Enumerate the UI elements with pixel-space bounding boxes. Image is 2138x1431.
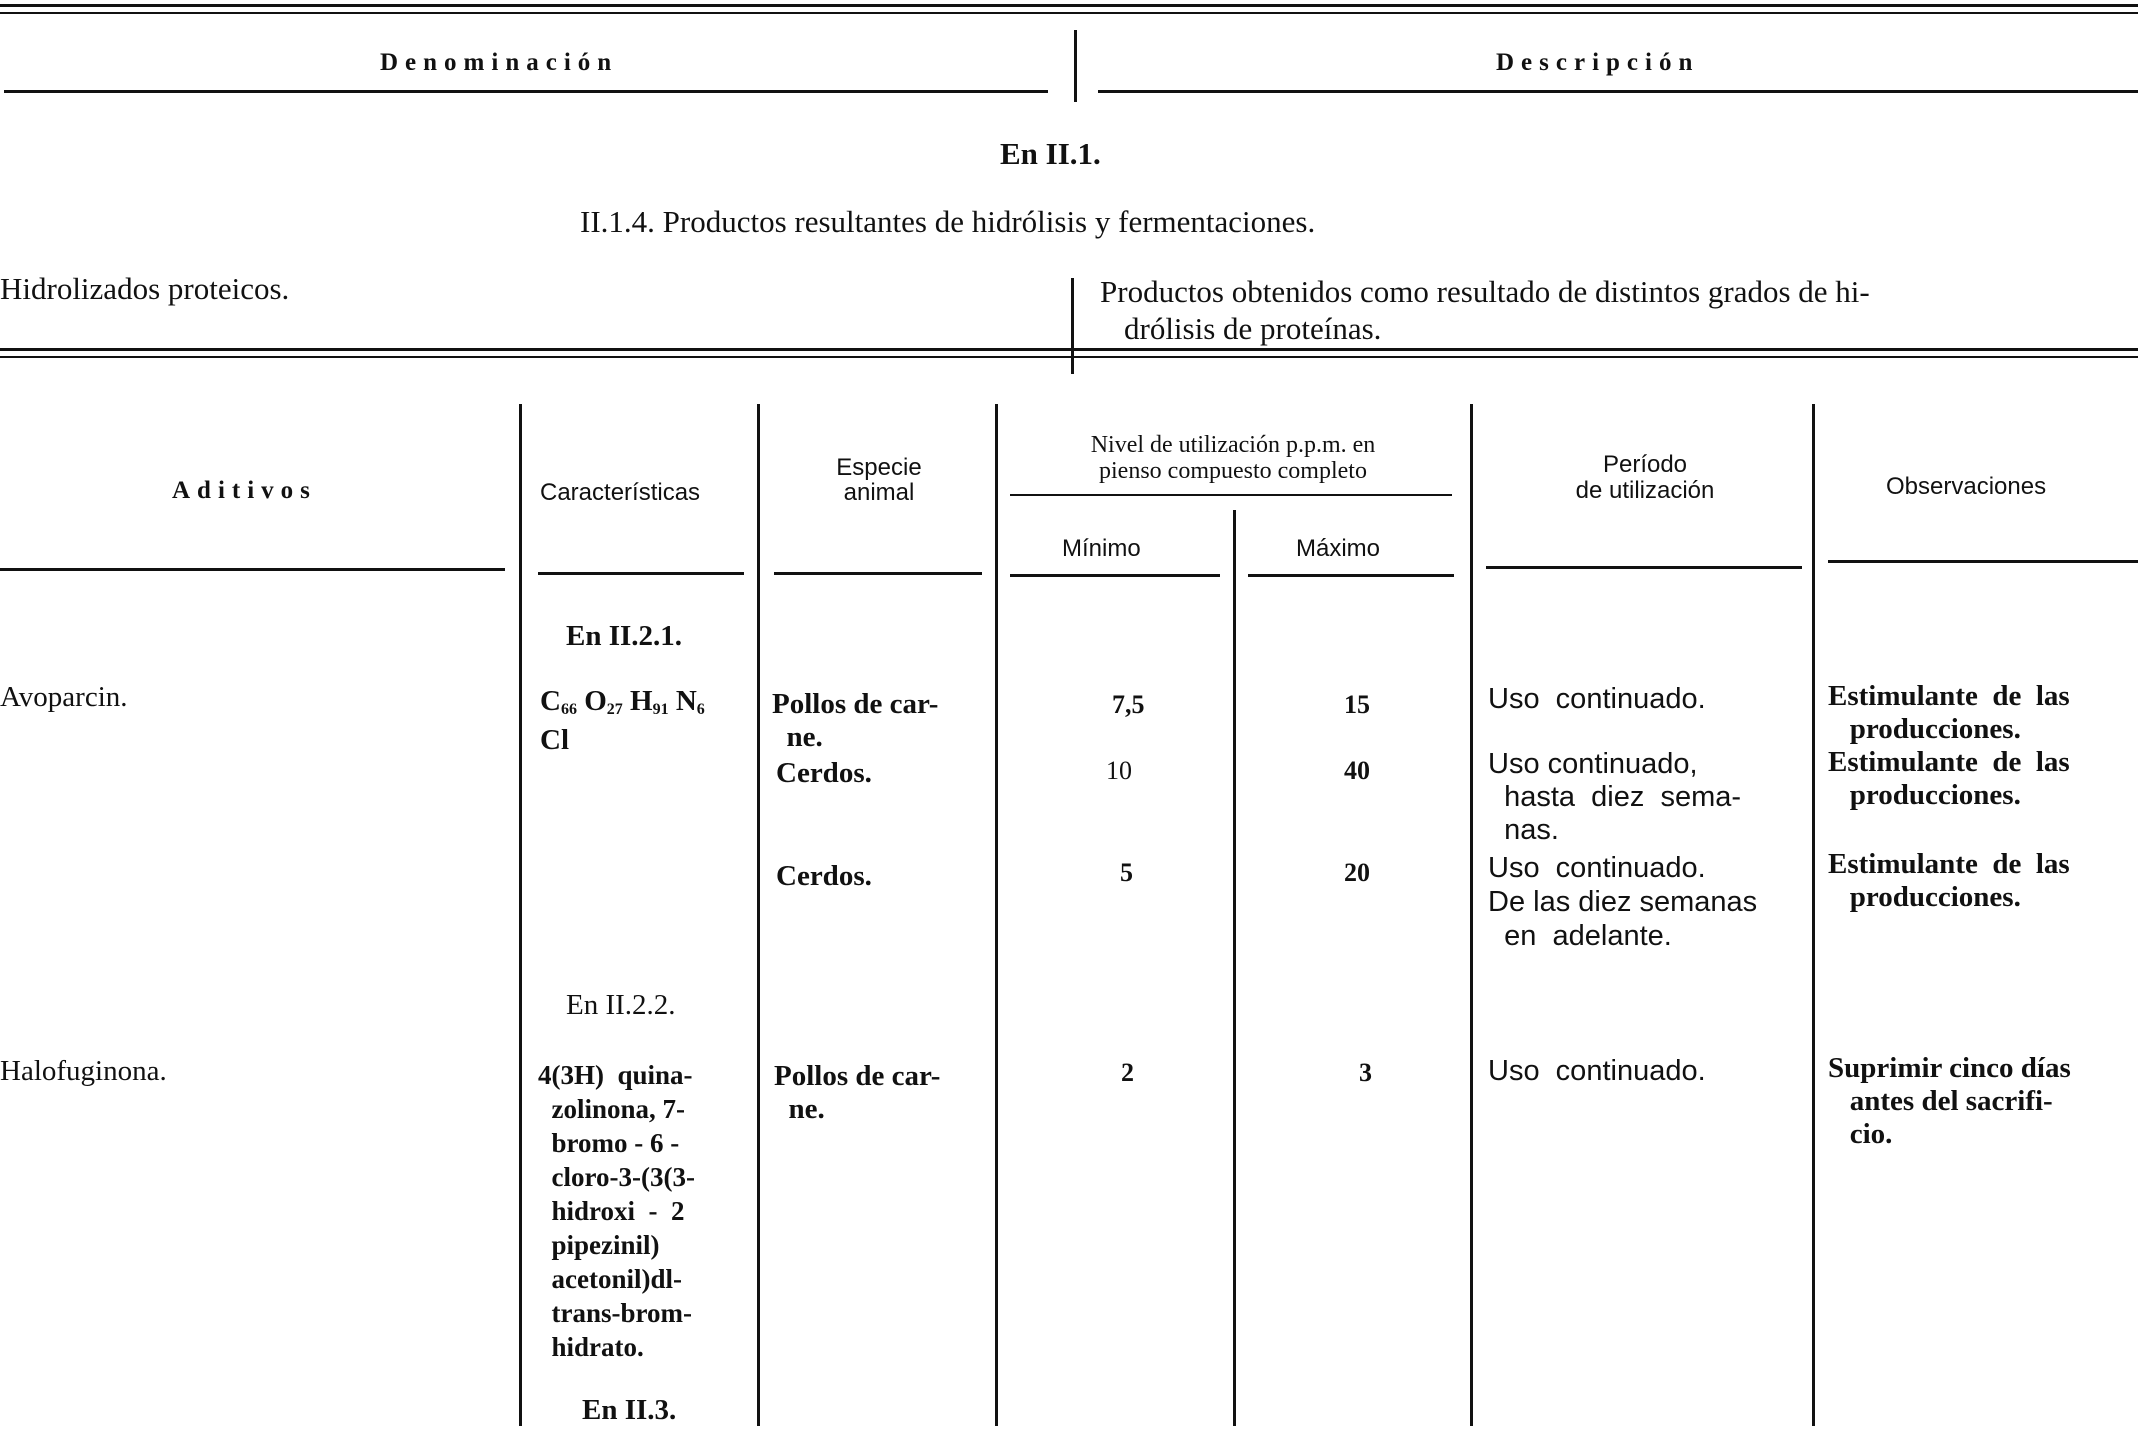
group1-additive: Avoparcin. [0,681,128,713]
row-description-line1: Productos obtenidos como resultado de distintos grados de hi- [1100,274,1870,309]
col-divider-2 [757,404,760,1426]
g1r3-especie: Cerdos. [776,860,872,892]
header-especie: Especie animal [836,454,922,506]
header-nivel: Nivel de utilización p.p.m. en pienso compuesto completo [1090,432,1376,484]
col-divider-6 [1812,404,1815,1426]
section-title: En II.1. [1000,136,1101,171]
header-caracteristicas: Características [540,479,701,506]
top-rule-2 [0,12,2138,14]
hdr-underline-especie [774,572,982,575]
g1r2-max: 40 [1344,756,1370,785]
group2-periodo: Uso continuado. [1488,1055,1706,1087]
hdr-underline-maximo [1248,574,1454,577]
header-nivel-underline [1010,494,1452,496]
header-underline-right [1098,90,2138,93]
row-description-line2: drólisis de proteínas. [1124,311,1382,346]
group2-especie: Pollos de car- ne. [774,1060,941,1125]
hdr-underline-observaciones [1828,560,2138,563]
group1-label: En II.2.1. [566,620,683,652]
group1-formula: $C_{66}$ $O_{27}$ $H_{91}$ $N_6$ Cl [540,685,705,756]
g1r3-min: 5 [1120,858,1133,887]
mid-rule-2 [0,356,2138,358]
group2-obs: Suprimir cinco días antes del sacrifi- cio. [1828,1052,2071,1150]
hdr-underline-caracteristicas [538,572,744,575]
header-periodo: Período de utilización [1575,451,1715,504]
header-underline-left [4,90,1048,93]
g1r3-obs: Estimulante de las producciones. [1828,848,2070,913]
g1r2-min: 10 [1106,756,1132,785]
group2-label: En II.2.2. [566,989,676,1021]
group3-label: En II.3. [582,1394,677,1426]
header-maximo: Máximo [1296,535,1381,562]
group2-additive: Halofuginona. [0,1055,167,1087]
col-divider-4 [1233,510,1236,1426]
hdr-underline-periodo [1486,566,1802,569]
row-name: Hidrolizados proteicos. [0,271,290,306]
header-minimo: Mínimo [1062,535,1141,562]
g1r1-max: 15 [1344,690,1370,719]
g1r2-obs: Estimulante de las producciones. [1828,746,2070,811]
top-column-divider [1074,30,1077,102]
subsection-title: II.1.4. Productos resultantes de hidrólisis y fermentaciones. [580,204,1316,239]
g1r2-periodo: Uso continuado, hasta diez sema- nas. [1488,748,1742,846]
g1r3-max: 20 [1344,858,1370,887]
header-observaciones: Observaciones [1886,473,2047,500]
hdr-underline-aditivos [0,568,505,571]
group2-caracteristicas: 4(3H) quina- zolinona, 7- bromo - 6 - cloro-3-(3(3- hidroxi - 2 pipezinil) acetonil)dl- trans-brom- hidrato. [538,1060,695,1362]
group2-min: 2 [1121,1058,1134,1087]
top-rule-1 [0,4,2138,7]
header-descripcion: Descripción [1496,49,1700,76]
g1r2-especie: Cerdos. [776,757,872,789]
g1r1-obs: Estimulante de las producciones. [1828,680,2070,745]
header-denominacion: Denominación [380,49,619,76]
group2-max: 3 [1359,1058,1372,1087]
row-divider [1071,278,1074,374]
g1r3-periodo: Uso continuado. De las diez semanas en adelante. [1488,852,1758,952]
mid-rule-1 [0,348,2138,351]
g1r1-min: 7,5 [1112,690,1145,719]
header-aditivos: Aditivos [172,477,317,504]
g1r1-periodo: Uso continuado. [1488,683,1706,715]
hdr-underline-minimo [1010,574,1220,577]
col-divider-3 [995,404,998,1426]
col-divider-5 [1470,404,1473,1426]
col-divider-1 [519,404,522,1426]
g1r1-especie: Pollos de car- ne. [772,688,939,753]
